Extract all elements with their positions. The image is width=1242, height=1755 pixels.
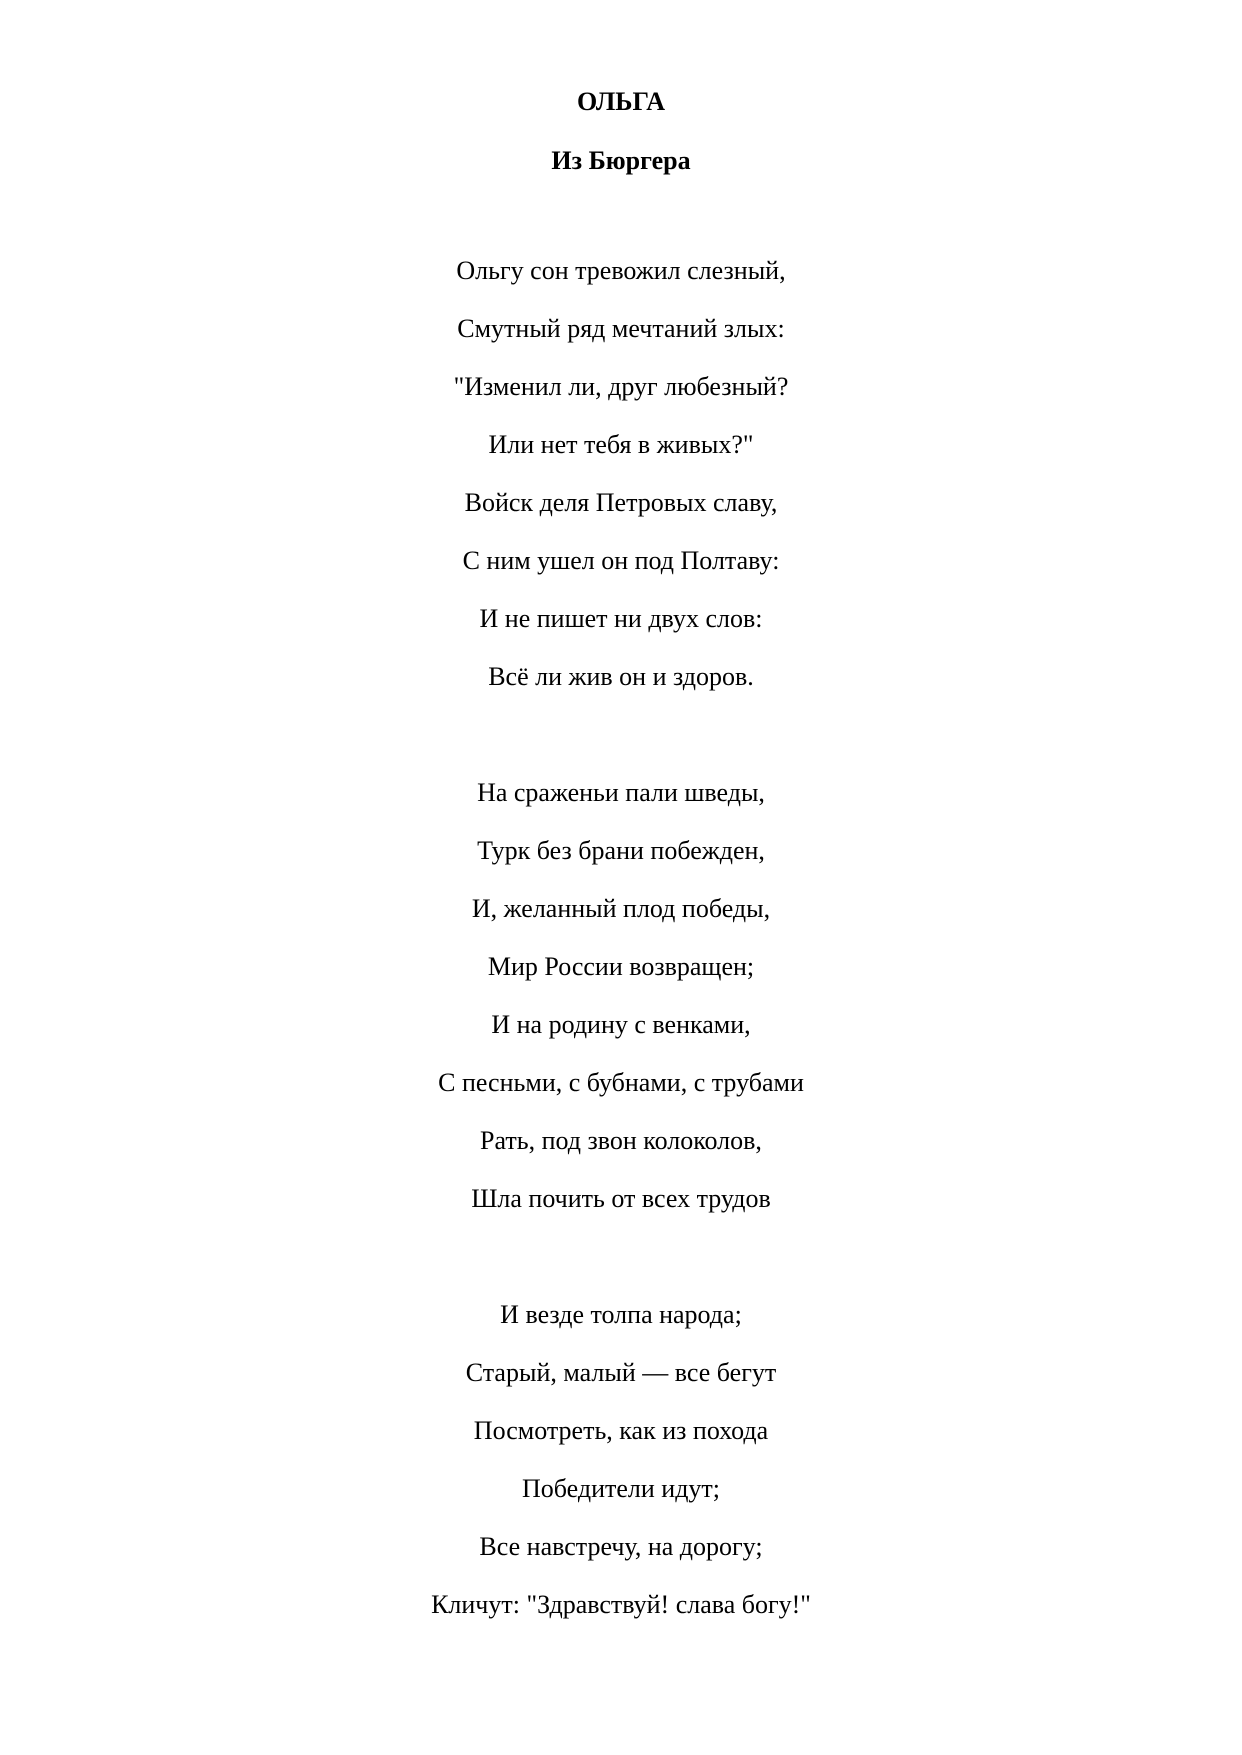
poem-line: Ольгу сон тревожил слезный, [456, 256, 786, 285]
poem-line: Смутный ряд мечтаний злых: [457, 314, 785, 343]
poem-line: Шла почить от всех трудов [471, 1184, 771, 1213]
poem-line: "Изменил ли, друг любезный? [453, 372, 789, 401]
poem-title: ОЛЬГА [577, 87, 665, 116]
poem-line: Всё ли жив он и здоров. [488, 662, 754, 691]
poem-line: Мир России возвращен; [487, 952, 755, 981]
poem-line: И, желанный плод победы, [471, 894, 771, 923]
poem-line: Турк без брани побежден, [477, 836, 765, 865]
poem-line: Победители идут; [521, 1474, 721, 1503]
poem-line: Или нет тебя в живых?" [488, 430, 754, 459]
poem-body [0, 256, 1242, 1706]
poem-subtitle: Из Бюргера [551, 146, 691, 175]
poem-line: Посмотреть, как из похода [473, 1416, 769, 1445]
poem-line: Кличут: "Здравствуй! слава богу!" [431, 1590, 811, 1619]
poem-line: С ним ушел он под Полтаву: [462, 546, 780, 575]
stanza-1 [0, 256, 1242, 720]
poem-line: На сраженьи пали шведы, [477, 778, 765, 807]
poem-line: Старый, малый — все бегут [465, 1358, 777, 1387]
poem-line: И не пишет ни двух слов: [479, 604, 763, 633]
poem-line: Все навстречу, на дорогу; [479, 1532, 763, 1561]
poem-line: И на родину с венками, [491, 1010, 751, 1039]
poem-line: И везде толпа народа; [500, 1300, 742, 1329]
poem-line: С песньми, с бубнами, с трубами [438, 1068, 804, 1097]
poem-line: Войск деля Петровых славу, [464, 488, 778, 517]
poem-line: Рать, под звон колоколов, [480, 1126, 762, 1155]
stanza-3 [0, 1300, 1242, 1648]
stanza-2 [0, 778, 1242, 1242]
